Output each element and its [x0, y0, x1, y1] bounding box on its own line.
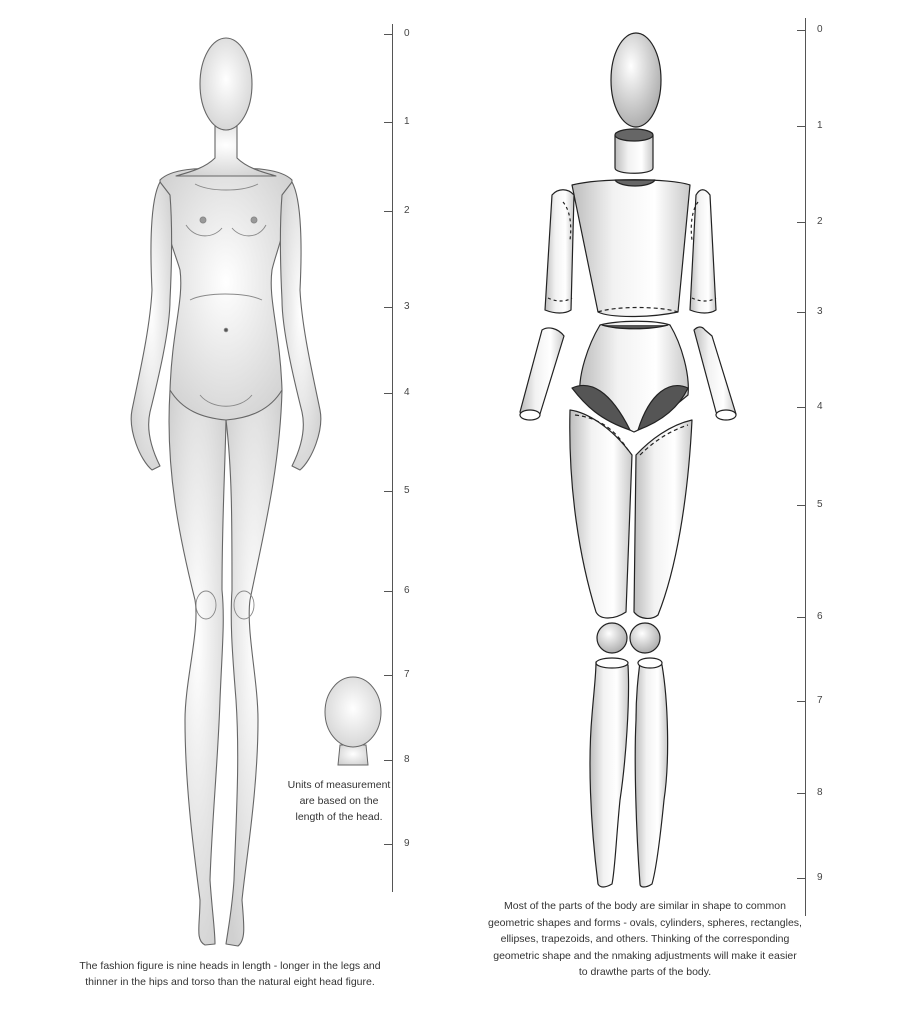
right-ruler-tick-label-7: 7	[817, 695, 823, 706]
left-ruler-tick-label-6: 6	[404, 585, 410, 596]
figure-right-arm	[281, 182, 321, 470]
shape-left-upper-arm	[545, 190, 574, 313]
right-ruler-tick-label-5: 5	[817, 499, 823, 510]
right-ruler-tick-label-8: 8	[817, 787, 823, 798]
figure-head	[200, 38, 252, 130]
units-note-line-2: are based on the	[299, 795, 379, 807]
geometric-figure	[520, 33, 736, 887]
right-ruler-tick-label-3: 3	[817, 306, 823, 317]
left-ruler-tick-label-5: 5	[404, 485, 410, 496]
left-ruler-tick-label-1: 1	[404, 116, 410, 127]
right-caption-line-2: geometric shapes and forms - ovals, cylinders, spheres, rectangles,	[488, 916, 802, 929]
right-caption-line-4: geometric shape and the nmaking adjustments will make it easier	[493, 949, 797, 962]
shape-right-forearm	[694, 327, 736, 420]
figure-left-leg	[169, 390, 226, 945]
left-ruler-tick-label-9: 9	[404, 838, 410, 849]
right-ruler-tick-label-0: 0	[817, 24, 823, 35]
left-ruler-tick-label-7: 7	[404, 669, 410, 680]
shape-pelvis	[572, 321, 688, 432]
units-note-line-3: length of the head.	[295, 811, 383, 823]
left-ruler-tick-label-4: 4	[404, 387, 410, 398]
shape-chest-trapezoid	[572, 180, 690, 317]
shape-left-shin	[590, 658, 629, 887]
right-ruler-tick-label-4: 4	[817, 401, 823, 412]
shape-left-thigh	[570, 410, 632, 618]
left-ruler-tick-label-3: 3	[404, 301, 410, 312]
figure-left-arm	[131, 182, 171, 470]
shape-head-oval	[611, 33, 661, 127]
figure-right-leg	[226, 390, 282, 946]
right-ruler-tick-label-9: 9	[817, 872, 823, 883]
right-caption-line-3: ellipses, trapezoids, and others. Thinking of the corresponding	[500, 933, 790, 945]
shape-neck-cylinder	[615, 129, 653, 173]
left-caption-line-1: The fashion figure is nine heads in length - longer in the legs and	[79, 960, 381, 972]
units-note	[278, 777, 400, 825]
left-ruler-tick-label-8: 8	[404, 754, 410, 765]
right-ruler-tick-label-2: 2	[817, 216, 823, 227]
shape-right-upper-arm	[690, 190, 716, 313]
shape-right-thigh	[634, 420, 692, 618]
left-ruler-tick-label-2: 2	[404, 205, 410, 216]
shape-right-shin	[635, 658, 667, 887]
left-ruler-tick-label-0: 0	[404, 28, 410, 39]
unit-head	[325, 677, 381, 765]
shape-left-forearm	[520, 328, 564, 420]
left-caption-line-2: thinner in the hips and torso than the natural eight head figure.	[85, 976, 375, 988]
right-ruler-tick-label-6: 6	[817, 611, 823, 622]
shape-left-knee-sphere	[597, 623, 627, 653]
right-caption	[455, 898, 835, 981]
units-note-line-1: Units of measurement	[287, 779, 391, 791]
right-caption-line-1: Most of the parts of the body are similar in shape to common	[504, 900, 786, 912]
left-caption	[40, 958, 420, 990]
shape-right-knee-sphere	[630, 623, 660, 653]
right-ruler-tick-label-1: 1	[817, 120, 823, 131]
right-caption-line-5: to drawthe parts of the body.	[578, 966, 712, 978]
